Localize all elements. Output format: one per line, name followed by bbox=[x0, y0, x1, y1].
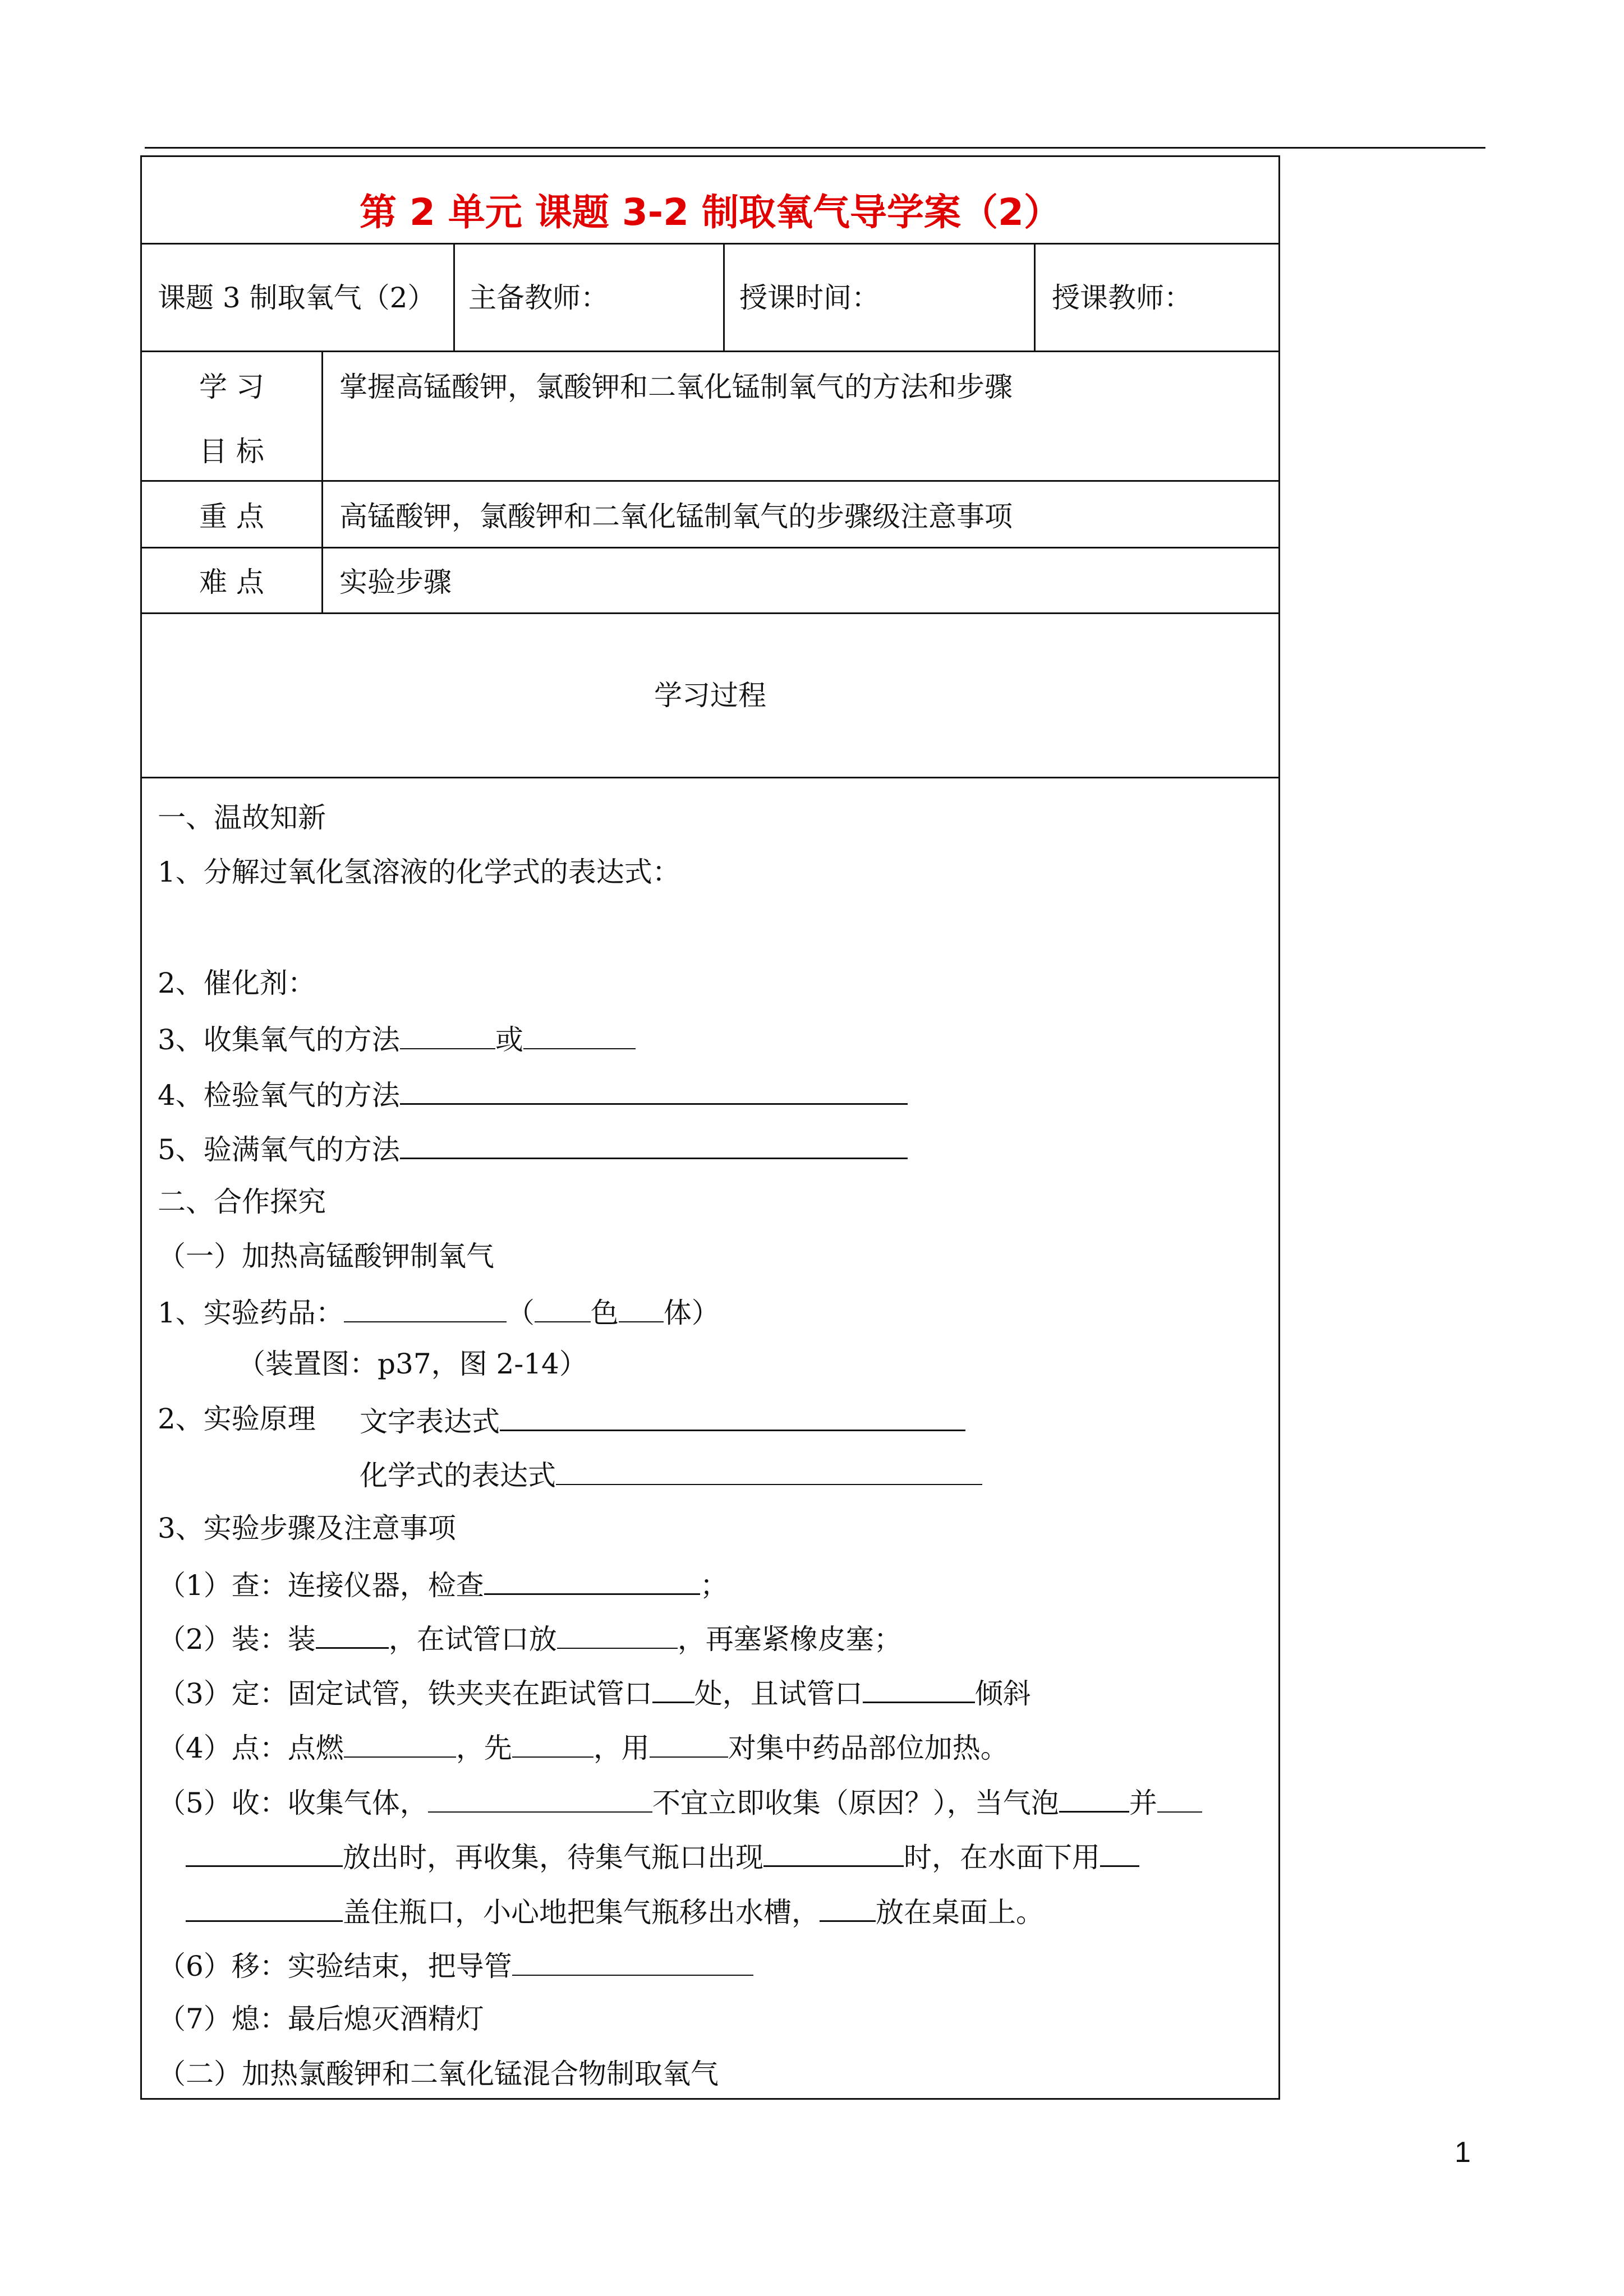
question-5-text: 5、验满氧气的方法 bbox=[158, 1133, 400, 1166]
question-5 bbox=[158, 1133, 908, 1164]
goals-label: 学 习 bbox=[199, 371, 264, 403]
step-text: （4）点：点燃 bbox=[158, 1732, 344, 1764]
divider bbox=[453, 243, 455, 351]
word-equation-label: 文字表达式 bbox=[360, 1405, 500, 1438]
answer-blank[interactable] bbox=[1100, 1841, 1139, 1867]
drug-label: 1、实验药品： bbox=[158, 1297, 344, 1329]
answer-blank[interactable] bbox=[512, 1732, 594, 1758]
divider bbox=[142, 777, 1278, 778]
question-2: 2、催化剂： bbox=[158, 967, 316, 999]
step-text: 并 bbox=[1129, 1787, 1157, 1819]
question-1: 1、分解过氧化氢溶液的化学式的表达式： bbox=[158, 856, 680, 888]
step-4 bbox=[158, 1732, 1009, 1762]
step-text: 时，在水面下用 bbox=[904, 1841, 1100, 1874]
answer-blank[interactable] bbox=[863, 1677, 975, 1703]
key-text: 高锰酸钾，氯酸钾和二氧化锰制氧气的步骤级注意事项 bbox=[339, 500, 1013, 533]
part-heading: （一）加热高锰酸钾制氧气 bbox=[158, 1240, 494, 1273]
step-text: （5）收：收集气体， bbox=[158, 1787, 428, 1819]
divider bbox=[142, 480, 1278, 482]
step-text: ； bbox=[700, 1569, 728, 1602]
step-5 bbox=[158, 1786, 1202, 1817]
question-4-text: 4、检验氧气的方法 bbox=[158, 1079, 400, 1112]
step-5-cont bbox=[186, 1896, 1044, 1929]
step-2 bbox=[158, 1622, 902, 1656]
answer-blank[interactable] bbox=[650, 1732, 728, 1758]
figure-reference: （装置图：p37，图 2-14） bbox=[237, 1348, 587, 1380]
part-heading: （二）加热氯酸钾和二氧化锰混合物制取氧气 bbox=[158, 2058, 719, 2090]
divider bbox=[142, 612, 1278, 614]
answer-blank[interactable] bbox=[186, 1896, 343, 1922]
lesson-time-cell: 授课时间： bbox=[739, 282, 880, 314]
difficulty-text: 实验步骤 bbox=[339, 566, 452, 598]
principle-label: 2、实验原理 bbox=[158, 1403, 316, 1435]
answer-blank[interactable] bbox=[820, 1896, 876, 1922]
step-text: ，在试管口放 bbox=[388, 1623, 557, 1656]
answer-blank[interactable] bbox=[535, 1297, 591, 1322]
question-3 bbox=[158, 1023, 636, 1054]
answer-blank[interactable] bbox=[400, 1133, 908, 1159]
answer-blank[interactable] bbox=[316, 1622, 389, 1649]
answer-blank[interactable] bbox=[400, 1023, 495, 1049]
step-text: 不宜立即收集（原因？），当气泡 bbox=[652, 1787, 1059, 1819]
paren-open: （ bbox=[506, 1297, 535, 1329]
step-text: ，再塞紧橡皮塞； bbox=[677, 1623, 902, 1656]
step-6 bbox=[158, 1950, 753, 1983]
step-text: ，用 bbox=[593, 1732, 650, 1764]
teacher-cell: 授课教师： bbox=[1052, 282, 1192, 314]
step-text: 处，且试管口 bbox=[694, 1677, 863, 1710]
answer-blank[interactable] bbox=[512, 1950, 753, 1976]
step-1 bbox=[158, 1569, 728, 1602]
divider bbox=[142, 547, 1278, 548]
top-rule bbox=[145, 147, 1485, 149]
section-heading: 一、温故知新 bbox=[158, 801, 326, 834]
step-text: 盖住瓶口，小心地把集气瓶移出水槽， bbox=[343, 1896, 820, 1929]
answer-blank[interactable] bbox=[500, 1405, 965, 1431]
step-text: （1）查：连接仪器，检查 bbox=[158, 1569, 484, 1602]
formula-equation-line bbox=[360, 1459, 982, 1490]
section-heading: 二、合作探究 bbox=[158, 1186, 326, 1218]
divider bbox=[142, 351, 1278, 352]
divider bbox=[142, 243, 1278, 245]
answer-blank[interactable] bbox=[428, 1787, 652, 1813]
state-label: 体） bbox=[663, 1297, 720, 1329]
goals-text: 掌握高锰酸钾，氯酸钾和二氧化锰制氧气的方法和步骤 bbox=[339, 371, 1013, 403]
step-text: 放在桌面上。 bbox=[876, 1896, 1044, 1929]
divider bbox=[321, 351, 323, 612]
difficulty-label: 难 点 bbox=[199, 566, 264, 598]
step-text: （6）移：实验结束，把导管 bbox=[158, 1950, 512, 1983]
answer-blank[interactable] bbox=[400, 1078, 908, 1105]
question-4 bbox=[158, 1078, 908, 1112]
step-text: （2）装：装 bbox=[158, 1623, 316, 1656]
step-3 bbox=[158, 1677, 1031, 1708]
topic-cell: 课题 3 制取氧气（2） bbox=[158, 282, 436, 314]
divider bbox=[723, 243, 725, 351]
lead-teacher-cell: 主备教师： bbox=[468, 282, 609, 314]
color-label: 色 bbox=[590, 1297, 619, 1329]
worksheet-title: 第 2 单元 课题 3-2 制取氧气导学案（2） bbox=[360, 191, 1061, 234]
answer-blank[interactable] bbox=[557, 1623, 678, 1649]
answer-blank[interactable] bbox=[484, 1569, 700, 1595]
question-3-or: 或 bbox=[495, 1023, 523, 1056]
steps-heading: 3、实验步骤及注意事项 bbox=[158, 1512, 456, 1545]
process-label: 学习过程 bbox=[654, 679, 766, 712]
drug-line bbox=[158, 1297, 720, 1327]
answer-blank[interactable] bbox=[619, 1297, 664, 1322]
step-5-cont bbox=[186, 1841, 1139, 1874]
answer-blank[interactable] bbox=[344, 1297, 507, 1322]
step-text: （3）定：固定试管，铁夹夹在距试管口 bbox=[158, 1677, 652, 1710]
step-text: 倾斜 bbox=[974, 1677, 1031, 1710]
page-number: 1 bbox=[1455, 2136, 1471, 2169]
answer-blank[interactable] bbox=[556, 1459, 982, 1485]
step-text: 对集中药品部位加热。 bbox=[728, 1732, 1009, 1764]
step-text: 放出时，再收集，待集气瓶口出现 bbox=[343, 1841, 763, 1874]
formula-equation-label: 化学式的表达式 bbox=[360, 1459, 556, 1492]
question-3-text: 3、收集氧气的方法 bbox=[158, 1023, 400, 1056]
answer-blank[interactable] bbox=[523, 1023, 636, 1049]
answer-blank[interactable] bbox=[652, 1677, 694, 1703]
key-label: 重 点 bbox=[199, 500, 264, 533]
word-equation-line bbox=[360, 1405, 965, 1436]
worksheet-table bbox=[140, 155, 1280, 2100]
answer-blank[interactable] bbox=[1059, 1786, 1129, 1813]
answer-blank[interactable] bbox=[344, 1732, 456, 1758]
answer-blank[interactable] bbox=[186, 1841, 343, 1867]
step-text: ，先 bbox=[456, 1732, 512, 1764]
divider bbox=[1034, 243, 1036, 351]
goals-label: 目 标 bbox=[199, 435, 264, 468]
step-7: （7）熄：最后熄灭酒精灯 bbox=[158, 2003, 484, 2035]
answer-blank[interactable] bbox=[1157, 1787, 1202, 1813]
answer-blank[interactable] bbox=[763, 1841, 904, 1867]
